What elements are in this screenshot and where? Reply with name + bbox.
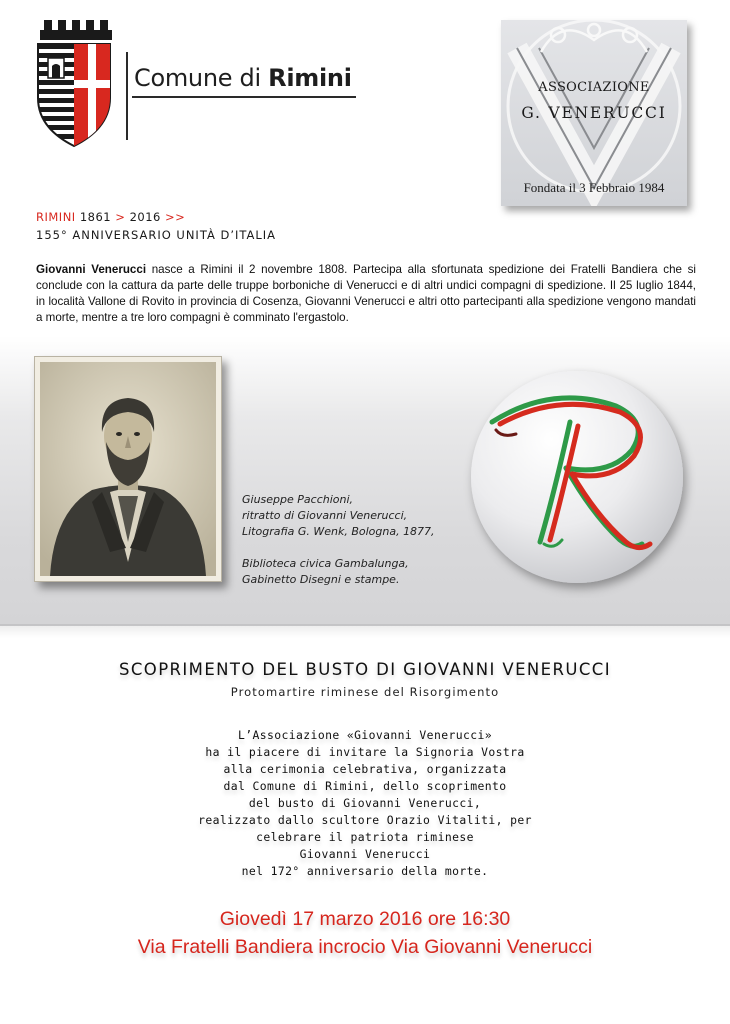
biography-paragraph xyxy=(36,262,696,326)
comune-underline xyxy=(132,96,356,98)
comune-crest-icon xyxy=(34,20,114,150)
anniversary-city: RIMINI xyxy=(36,210,76,224)
portrait-caption-credit xyxy=(242,492,435,540)
caption-line: ritratto di Giovanni Venerucci, xyxy=(242,509,408,522)
portrait-lithograph-icon xyxy=(40,362,216,576)
portrait-caption-source xyxy=(242,556,409,588)
header-divider xyxy=(126,52,128,140)
invitation-line: alla cerimonia celebrativa, organizzata xyxy=(223,762,507,776)
event-title: SCOPRIMENTO DEL BUSTO DI GIOVANNI VENERUCCI xyxy=(119,660,611,679)
association-founded: Fondata il 3 Febbraio 1984 xyxy=(523,180,665,195)
anniversary-year-start: 1861 xyxy=(79,210,112,224)
invitation-line: celebrare il patriota riminese xyxy=(256,830,474,844)
anniversary-title: 155° ANNIVERSARIO UNITÀ D’ITALIA xyxy=(36,228,277,242)
biography-name: Giovanni Venerucci xyxy=(36,263,147,276)
invitation-line: del busto di Giovanni Venerucci, xyxy=(248,796,482,810)
caption-line: Litografia G. Wenk, Bologna, 1877, xyxy=(242,525,435,538)
anniversary-years xyxy=(36,210,185,224)
anniversary-year-end: 2016 xyxy=(129,210,161,224)
invitation-line: nel 172° anniversario della morte. xyxy=(241,864,489,878)
association-logo xyxy=(501,20,687,206)
comune-prefix: Comune di xyxy=(134,64,269,92)
invitation-line: Giovanni Venerucci xyxy=(299,847,431,861)
event-place: Via Fratelli Bandiera incrocio Via Giovanni Venerucci xyxy=(137,936,593,958)
invitation-line: dal Comune di Rimini, dello scoprimento xyxy=(223,779,507,793)
invitation-line: L’Associazione «Giovanni Venerucci» xyxy=(237,728,493,742)
gallery-band-shadow xyxy=(0,624,730,638)
caption-line: Giuseppe Pacchioni, xyxy=(242,493,354,506)
comune-city: Rimini xyxy=(268,64,352,92)
invitation-line: ha il piacere di invitare la Signoria Vostra xyxy=(205,745,525,759)
anniversary-arrows: >> xyxy=(165,210,186,224)
caption-line: Gabinetto Disegni e stampe. xyxy=(242,573,400,586)
portrait-image xyxy=(34,356,222,582)
comune-name xyxy=(134,64,352,92)
association-label: ASSOCIAZIONE xyxy=(538,80,650,95)
association-name: G. VENERUCCI xyxy=(521,104,667,122)
biography-text: nasce a Rimini il 2 novembre 1808. Partecipa alla sfortunata spedizione dei Fratelli Bandiera che si conclude con la cattura da parte delle truppe borboniche di Venerucci e di altri undici compagni di spedizione. Il 25 luglio 1844, in località Vallone di Rovito in provincia di Cosenza, Giovanni Venerucci e altri otto partecipanti alla spedizione vengono mandati a morte, mentre a tre loro compagni è comminato l'ergastolo. xyxy=(36,263,696,324)
anniversary-separator: > xyxy=(115,210,126,224)
invitation-text xyxy=(0,727,730,880)
invitation-line: realizzato dallo scultore Orazio Vitaliti, per xyxy=(198,813,532,827)
event-subtitle: Protomartire riminese del Risorgimento xyxy=(230,685,500,699)
event-date: Giovedì 17 marzo 2016 ore 16:30 xyxy=(219,908,511,930)
risorgimento-r-logo-icon xyxy=(462,364,696,598)
caption-line: Biblioteca civica Gambalunga, xyxy=(242,557,409,570)
